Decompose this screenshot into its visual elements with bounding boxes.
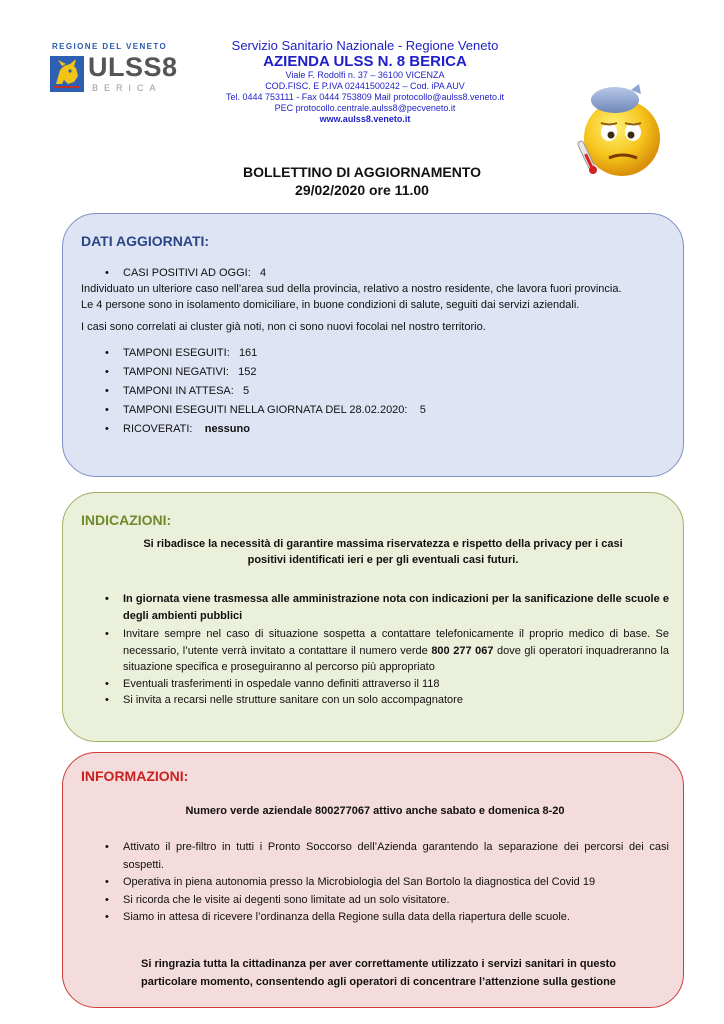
indicazioni-box xyxy=(62,492,684,742)
dati-aggiornati-box xyxy=(62,213,684,477)
logo-region-text: REGIONE DEL VENETO xyxy=(52,42,168,51)
bulletin-title-main: BOLLETTINO DI AGGIORNAMENTO xyxy=(243,164,481,180)
informazioni-heading: INFORMAZIONI: xyxy=(81,768,189,784)
org-address: Viale F. Rodolfi n. 37 – 36100 VICENZA xyxy=(285,70,445,80)
item-value: 5 xyxy=(243,385,250,397)
item-value: 152 xyxy=(238,366,257,378)
dati-paragraph-1: Individuato un ulteriore caso nell’area sud della provincia, relativo a nostro residente, che lavora fuori provincia. xyxy=(81,283,622,295)
bulletin-title xyxy=(0,163,724,199)
informazioni-closing: Si ringrazia tutta la cittadinanza per aver correttamente utilizzato i servizi sanitari in questo particolare momento, consentendo agli operatori di concentrare l’attenzione sulla gestione xyxy=(141,958,616,988)
org-fiscal-code: COD.FISC. E P.IVA 02441500242 – Cod. iPA AUV xyxy=(265,81,465,91)
indicazioni-bullet-2c: dove gli operatori inquadreranno la situazione specifica e proseguiranno al percorso più appropriato xyxy=(123,644,669,673)
item-value: nessuno xyxy=(204,423,250,435)
casi-value: 4 xyxy=(259,267,267,279)
casi-label: CASI POSITIVI AD OGGI: xyxy=(123,267,251,279)
list-item xyxy=(81,626,669,676)
list-item xyxy=(81,874,669,892)
dati-paragraph-3: I casi sono correlati ai cluster già noti, non ci sono nuovi focolai nel nostro territorio. xyxy=(81,321,486,333)
list-item xyxy=(81,591,669,624)
logo-name-text: ULSS8 xyxy=(88,52,178,82)
dati-content xyxy=(81,265,669,439)
indicazioni-bullet-2a: Invitare sempre nel caso di situazione sospetta a contattare telefonicamente il proprio medico di base. Se necessario, l’utente verrà invitato a contattare il numero verde xyxy=(123,628,669,657)
item-label: TAMPONI ESEGUITI: xyxy=(123,347,230,359)
informazioni-content xyxy=(81,839,669,927)
item-label: RICOVERATI: xyxy=(123,423,193,435)
list-item xyxy=(81,692,669,709)
item-label: TAMPONI ESEGUITI NELLA GIORNATA DEL 28.02.2020: xyxy=(123,404,408,416)
indicazioni-content xyxy=(81,591,669,709)
list-item xyxy=(81,363,669,382)
list-item xyxy=(81,839,669,874)
toll-free-number: 800 277 067 xyxy=(431,644,494,657)
item-label: TAMPONI NEGATIVI: xyxy=(123,366,229,378)
list-item xyxy=(81,344,669,363)
informazioni-numero-verde: Numero verde aziendale 800277067 attivo anche sabato e domenica 8-20 xyxy=(185,805,565,817)
list-item xyxy=(81,420,669,439)
informazioni-box xyxy=(62,752,684,1008)
list-item xyxy=(81,676,669,693)
org-website-link[interactable]: www.aulss8.veneto.it xyxy=(319,114,411,124)
organization-header xyxy=(200,38,530,125)
bulletin-title-date: 29/02/2020 ore 11.00 xyxy=(295,182,429,198)
item-label: TAMPONI IN ATTESA: xyxy=(123,385,234,397)
org-name: AZIENDA ULSS N. 8 BERICA xyxy=(263,53,467,70)
indicazioni-intro-wrap xyxy=(123,536,643,568)
indicazioni-heading: INDICAZIONI: xyxy=(81,512,172,528)
indicazioni-intro: Si ribadisce la necessità di garantire massima riservatezza e rispetto della privacy per i casi positivi identificati ieri e per gli eventuali casi futuri. xyxy=(143,538,623,566)
informazioni-bullet-4: Siamo in attesa di ricevere l’ordinanza della Regione sulla data della riapertura delle scuole. xyxy=(123,911,570,923)
org-service: Servizio Sanitario Nazionale - Regione Veneto xyxy=(231,38,499,53)
dati-heading: DATI AGGIORNATI: xyxy=(81,233,210,249)
list-item xyxy=(81,892,669,910)
veneto-lion-logo-icon xyxy=(50,56,84,92)
list-item xyxy=(81,401,669,420)
dati-paragraph-2: Le 4 persone sono in isolamento domiciliare, in buone condizioni di salute, seguiti dai servizi aziendali. xyxy=(81,299,580,311)
item-value: 5 xyxy=(419,404,426,416)
org-contacts: Tel. 0444 753111 - Fax 0444 753809 Mail protocollo@aulss8.veneto.it xyxy=(226,92,504,102)
indicazioni-bullet-4: Si invita a recarsi nelle strutture sanitare con un solo accompagnatore xyxy=(123,694,463,706)
list-item xyxy=(81,909,669,927)
list-item xyxy=(81,382,669,401)
ulss8-logo xyxy=(50,42,178,102)
logo-sub-text: BERICA xyxy=(92,83,162,93)
informazioni-bullet-3: Si ricorda che le visite ai degenti sono limitate ad un solo visitatore. xyxy=(123,893,450,906)
informazioni-closing-wrap xyxy=(141,955,647,991)
informazioni-bullet-1: Attivato il pre-filtro in tutti i Pronto Soccorso dell’Azienda garantendo la separazione dei percorsi dei casi sospetti. xyxy=(123,841,669,871)
indicazioni-bullet-1: In giornata viene trasmessa alle amministrazione nota con indicazioni per la sanificazione delle scuole e degli ambienti pubblici xyxy=(123,593,669,622)
informazioni-bullet-2: Operativa in piena autonomia presso la Microbiologia del San Bortolo la diagnostica del Covid 19 xyxy=(123,876,596,888)
indicazioni-bullet-3: Eventuali trasferimenti in ospedale vanno definiti attraverso il 118 xyxy=(123,677,440,690)
list-item xyxy=(81,265,669,281)
item-value: 161 xyxy=(238,347,258,359)
org-pec: PEC protocollo.centrale.aulss8@pecveneto.it xyxy=(274,103,456,113)
informazioni-number-wrap xyxy=(81,803,669,819)
